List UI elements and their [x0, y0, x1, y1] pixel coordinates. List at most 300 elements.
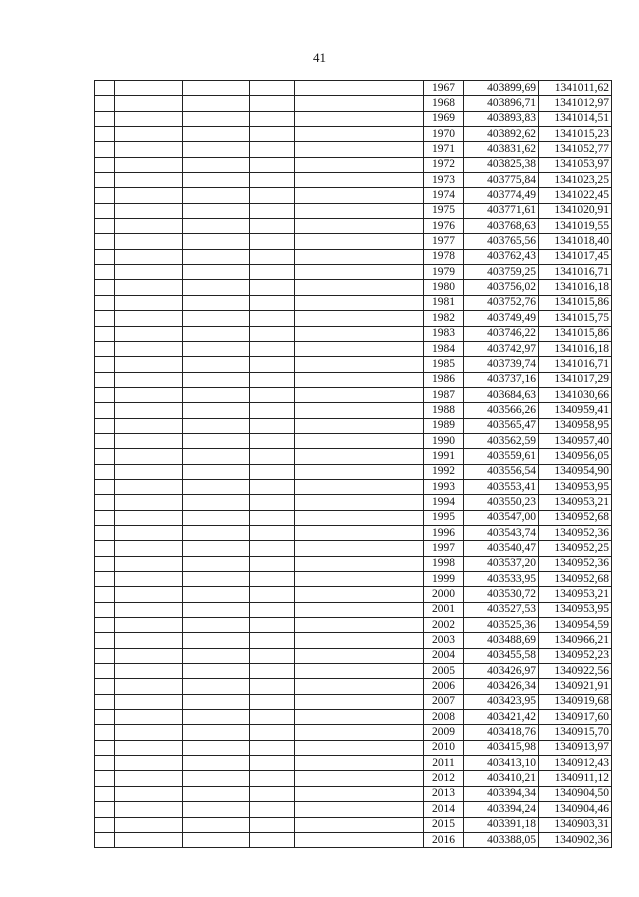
empty-cell [183, 188, 250, 203]
x-coordinate-cell: 403553,41 [464, 479, 539, 494]
empty-cell [95, 756, 115, 771]
y-coordinate-cell: 1340917,60 [539, 710, 612, 725]
empty-cell [95, 295, 115, 310]
y-coordinate-cell: 1340952,68 [539, 572, 612, 587]
x-coordinate-cell: 403684,63 [464, 387, 539, 402]
point-number-cell: 1995 [424, 510, 464, 525]
table-row [95, 802, 612, 817]
empty-cell [95, 142, 115, 157]
empty-cell [115, 525, 183, 540]
x-coordinate-cell: 403388,05 [464, 832, 539, 847]
empty-cell [115, 81, 183, 96]
empty-cell [95, 341, 115, 356]
empty-cell [295, 756, 424, 771]
point-number-cell: 1998 [424, 556, 464, 571]
empty-cell [183, 157, 250, 172]
empty-cell [250, 618, 295, 633]
empty-cell [95, 219, 115, 234]
empty-cell [115, 832, 183, 847]
x-coordinate-cell: 403896,71 [464, 96, 539, 111]
empty-cell [95, 510, 115, 525]
empty-cell [295, 510, 424, 525]
table-row [95, 679, 612, 694]
empty-cell [183, 96, 250, 111]
empty-cell [95, 203, 115, 218]
table-row [95, 541, 612, 556]
empty-cell [183, 664, 250, 679]
empty-cell [115, 648, 183, 663]
empty-cell [250, 587, 295, 602]
empty-cell [183, 326, 250, 341]
empty-cell [115, 725, 183, 740]
empty-cell [183, 341, 250, 356]
y-coordinate-cell: 1341019,55 [539, 219, 612, 234]
empty-cell [295, 618, 424, 633]
x-coordinate-cell: 403566,26 [464, 403, 539, 418]
point-number-cell: 2013 [424, 786, 464, 801]
empty-cell [295, 740, 424, 755]
table-row [95, 725, 612, 740]
empty-cell [95, 556, 115, 571]
empty-cell [250, 326, 295, 341]
empty-cell [250, 725, 295, 740]
empty-cell [183, 479, 250, 494]
empty-cell [115, 341, 183, 356]
point-number-cell: 1969 [424, 111, 464, 126]
empty-cell [115, 357, 183, 372]
table-row [95, 341, 612, 356]
y-coordinate-cell: 1340912,43 [539, 756, 612, 771]
point-number-cell: 1972 [424, 157, 464, 172]
y-coordinate-cell: 1341018,40 [539, 234, 612, 249]
table-row [95, 280, 612, 295]
point-number-cell: 2001 [424, 602, 464, 617]
empty-cell [183, 587, 250, 602]
empty-cell [295, 479, 424, 494]
empty-cell [295, 694, 424, 709]
empty-cell [295, 710, 424, 725]
empty-cell [183, 372, 250, 387]
empty-cell [183, 464, 250, 479]
x-coordinate-cell: 403527,53 [464, 602, 539, 617]
empty-cell [95, 817, 115, 832]
table-row [95, 418, 612, 433]
point-number-cell: 1977 [424, 234, 464, 249]
empty-cell [183, 832, 250, 847]
table-row [95, 311, 612, 326]
empty-cell [250, 265, 295, 280]
empty-cell [115, 249, 183, 264]
point-number-cell: 1999 [424, 572, 464, 587]
point-number-cell: 1968 [424, 96, 464, 111]
x-coordinate-cell: 403892,62 [464, 127, 539, 142]
x-coordinate-cell: 403410,21 [464, 771, 539, 786]
empty-cell [115, 127, 183, 142]
table-row [95, 111, 612, 126]
table-row [95, 510, 612, 525]
empty-cell [183, 740, 250, 755]
y-coordinate-cell: 1341015,86 [539, 295, 612, 310]
empty-cell [115, 111, 183, 126]
point-number-cell: 2014 [424, 802, 464, 817]
empty-cell [295, 203, 424, 218]
empty-cell [295, 664, 424, 679]
table-row [95, 633, 612, 648]
y-coordinate-cell: 1340953,21 [539, 495, 612, 510]
x-coordinate-cell: 403768,63 [464, 219, 539, 234]
empty-cell [295, 572, 424, 587]
empty-cell [295, 587, 424, 602]
point-number-cell: 1988 [424, 403, 464, 418]
y-coordinate-cell: 1340922,56 [539, 664, 612, 679]
empty-cell [115, 802, 183, 817]
table-row [95, 433, 612, 448]
x-coordinate-cell: 403774,49 [464, 188, 539, 203]
empty-cell [295, 449, 424, 464]
empty-cell [95, 234, 115, 249]
empty-cell [295, 127, 424, 142]
empty-cell [295, 188, 424, 203]
empty-cell [250, 694, 295, 709]
empty-cell [183, 679, 250, 694]
point-number-cell: 2016 [424, 832, 464, 847]
x-coordinate-cell: 403547,00 [464, 510, 539, 525]
empty-cell [250, 418, 295, 433]
table-row [95, 234, 612, 249]
empty-cell [95, 602, 115, 617]
point-number-cell: 1975 [424, 203, 464, 218]
empty-cell [95, 81, 115, 96]
x-coordinate-cell: 403749,49 [464, 311, 539, 326]
table-row [95, 219, 612, 234]
empty-cell [295, 786, 424, 801]
empty-cell [95, 587, 115, 602]
table-row [95, 265, 612, 280]
empty-cell [183, 618, 250, 633]
y-coordinate-cell: 1341012,97 [539, 96, 612, 111]
empty-cell [115, 142, 183, 157]
point-number-cell: 2003 [424, 633, 464, 648]
x-coordinate-cell: 403394,24 [464, 802, 539, 817]
empty-cell [183, 602, 250, 617]
y-coordinate-cell: 1340953,95 [539, 602, 612, 617]
empty-cell [115, 433, 183, 448]
table-row [95, 387, 612, 402]
point-number-cell: 2010 [424, 740, 464, 755]
empty-cell [95, 357, 115, 372]
empty-cell [250, 372, 295, 387]
empty-cell [95, 464, 115, 479]
x-coordinate-cell: 403765,56 [464, 234, 539, 249]
table-row [95, 295, 612, 310]
empty-cell [250, 111, 295, 126]
empty-cell [95, 403, 115, 418]
table-row [95, 495, 612, 510]
empty-cell [250, 817, 295, 832]
y-coordinate-cell: 1341015,86 [539, 326, 612, 341]
table-row [95, 127, 612, 142]
empty-cell [183, 387, 250, 402]
empty-cell [250, 541, 295, 556]
empty-cell [183, 786, 250, 801]
x-coordinate-cell: 403550,23 [464, 495, 539, 510]
y-coordinate-cell: 1340959,41 [539, 403, 612, 418]
empty-cell [183, 817, 250, 832]
table-row [95, 832, 612, 847]
empty-cell [115, 234, 183, 249]
empty-cell [250, 495, 295, 510]
empty-cell [115, 572, 183, 587]
empty-cell [250, 433, 295, 448]
empty-cell [183, 418, 250, 433]
y-coordinate-cell: 1340953,21 [539, 587, 612, 602]
empty-cell [295, 219, 424, 234]
empty-cell [95, 173, 115, 188]
empty-cell [250, 203, 295, 218]
empty-cell [250, 525, 295, 540]
table-row [95, 142, 612, 157]
y-coordinate-cell: 1340954,59 [539, 618, 612, 633]
point-number-cell: 1997 [424, 541, 464, 556]
y-coordinate-cell: 1340903,31 [539, 817, 612, 832]
y-coordinate-cell: 1340956,05 [539, 449, 612, 464]
x-coordinate-cell: 403540,47 [464, 541, 539, 556]
empty-cell [115, 295, 183, 310]
empty-cell [250, 188, 295, 203]
table-row [95, 602, 612, 617]
empty-cell [183, 525, 250, 540]
empty-cell [95, 372, 115, 387]
table-body [95, 81, 612, 848]
table-row [95, 710, 612, 725]
x-coordinate-cell: 403893,83 [464, 111, 539, 126]
point-number-cell: 1982 [424, 311, 464, 326]
table-row [95, 740, 612, 755]
empty-cell [295, 802, 424, 817]
y-coordinate-cell: 1341052,77 [539, 142, 612, 157]
empty-cell [183, 295, 250, 310]
empty-cell [115, 403, 183, 418]
empty-cell [250, 449, 295, 464]
x-coordinate-cell: 403562,59 [464, 433, 539, 448]
empty-cell [295, 280, 424, 295]
table-row [95, 464, 612, 479]
y-coordinate-cell: 1340958,95 [539, 418, 612, 433]
empty-cell [295, 234, 424, 249]
empty-cell [295, 249, 424, 264]
x-coordinate-cell: 403825,38 [464, 157, 539, 172]
empty-cell [95, 311, 115, 326]
x-coordinate-cell: 403756,02 [464, 280, 539, 295]
table-row [95, 479, 612, 494]
point-number-cell: 1985 [424, 357, 464, 372]
table-row [95, 372, 612, 387]
y-coordinate-cell: 1341011,62 [539, 81, 612, 96]
y-coordinate-cell: 1341016,71 [539, 357, 612, 372]
empty-cell [95, 495, 115, 510]
x-coordinate-cell: 403775,84 [464, 173, 539, 188]
empty-cell [115, 219, 183, 234]
point-number-cell: 1993 [424, 479, 464, 494]
empty-cell [95, 157, 115, 172]
empty-cell [183, 449, 250, 464]
empty-cell [295, 173, 424, 188]
y-coordinate-cell: 1341023,25 [539, 173, 612, 188]
empty-cell [250, 403, 295, 418]
empty-cell [183, 403, 250, 418]
y-coordinate-cell: 1341020,91 [539, 203, 612, 218]
x-coordinate-cell: 403739,74 [464, 357, 539, 372]
empty-cell [95, 618, 115, 633]
x-coordinate-cell: 403394,34 [464, 786, 539, 801]
empty-cell [295, 418, 424, 433]
table-row [95, 403, 612, 418]
empty-cell [295, 832, 424, 847]
table-row [95, 817, 612, 832]
empty-cell [115, 326, 183, 341]
empty-cell [183, 265, 250, 280]
x-coordinate-cell: 403565,47 [464, 418, 539, 433]
empty-cell [250, 341, 295, 356]
empty-cell [115, 710, 183, 725]
empty-cell [295, 633, 424, 648]
point-number-cell: 1987 [424, 387, 464, 402]
empty-cell [295, 111, 424, 126]
empty-cell [95, 679, 115, 694]
point-number-cell: 1976 [424, 219, 464, 234]
empty-cell [250, 311, 295, 326]
empty-cell [295, 81, 424, 96]
y-coordinate-cell: 1341015,23 [539, 127, 612, 142]
table-row [95, 249, 612, 264]
table-row [95, 525, 612, 540]
x-coordinate-cell: 403543,74 [464, 525, 539, 540]
table-row [95, 664, 612, 679]
point-number-cell: 1974 [424, 188, 464, 203]
empty-cell [95, 111, 115, 126]
empty-cell [183, 111, 250, 126]
empty-cell [115, 449, 183, 464]
empty-cell [250, 142, 295, 157]
empty-cell [295, 357, 424, 372]
y-coordinate-cell: 1340952,36 [539, 556, 612, 571]
x-coordinate-cell: 403752,76 [464, 295, 539, 310]
empty-cell [295, 464, 424, 479]
empty-cell [183, 280, 250, 295]
empty-cell [250, 249, 295, 264]
empty-cell [183, 357, 250, 372]
empty-cell [183, 173, 250, 188]
empty-cell [115, 740, 183, 755]
empty-cell [115, 817, 183, 832]
empty-cell [183, 725, 250, 740]
x-coordinate-cell: 403556,54 [464, 464, 539, 479]
point-number-cell: 2002 [424, 618, 464, 633]
point-number-cell: 1971 [424, 142, 464, 157]
y-coordinate-cell: 1340952,25 [539, 541, 612, 556]
table-row [95, 173, 612, 188]
empty-cell [183, 311, 250, 326]
empty-cell [115, 188, 183, 203]
y-coordinate-cell: 1340913,97 [539, 740, 612, 755]
empty-cell [183, 633, 250, 648]
empty-cell [95, 541, 115, 556]
y-coordinate-cell: 1341014,51 [539, 111, 612, 126]
table-row [95, 556, 612, 571]
empty-cell [295, 602, 424, 617]
empty-cell [95, 326, 115, 341]
empty-cell [183, 510, 250, 525]
y-coordinate-cell: 1341017,29 [539, 372, 612, 387]
empty-cell [115, 618, 183, 633]
empty-cell [250, 479, 295, 494]
empty-cell [95, 633, 115, 648]
empty-cell [183, 648, 250, 663]
empty-cell [95, 525, 115, 540]
empty-cell [250, 771, 295, 786]
empty-cell [115, 157, 183, 172]
point-number-cell: 1978 [424, 249, 464, 264]
empty-cell [250, 648, 295, 663]
empty-cell [183, 802, 250, 817]
empty-cell [250, 234, 295, 249]
y-coordinate-cell: 1340919,68 [539, 694, 612, 709]
empty-cell [183, 572, 250, 587]
empty-cell [250, 357, 295, 372]
table-row [95, 157, 612, 172]
y-coordinate-cell: 1340921,91 [539, 679, 612, 694]
point-number-cell: 1970 [424, 127, 464, 142]
empty-cell [115, 265, 183, 280]
y-coordinate-cell: 1341017,45 [539, 249, 612, 264]
empty-cell [250, 387, 295, 402]
point-number-cell: 2015 [424, 817, 464, 832]
y-coordinate-cell: 1340904,50 [539, 786, 612, 801]
empty-cell [115, 96, 183, 111]
page-number: 41 [313, 50, 326, 65]
empty-cell [250, 510, 295, 525]
y-coordinate-cell: 1341053,97 [539, 157, 612, 172]
point-number-cell: 1973 [424, 173, 464, 188]
empty-cell [183, 203, 250, 218]
empty-cell [95, 265, 115, 280]
point-number-cell: 1981 [424, 295, 464, 310]
x-coordinate-cell: 403413,10 [464, 756, 539, 771]
empty-cell [115, 771, 183, 786]
empty-cell [295, 311, 424, 326]
empty-cell [250, 802, 295, 817]
empty-cell [115, 587, 183, 602]
table-row [95, 449, 612, 464]
empty-cell [183, 127, 250, 142]
x-coordinate-cell: 403391,18 [464, 817, 539, 832]
empty-cell [295, 295, 424, 310]
empty-cell [295, 771, 424, 786]
empty-cell [183, 756, 250, 771]
point-number-cell: 2005 [424, 664, 464, 679]
empty-cell [183, 495, 250, 510]
empty-cell [95, 802, 115, 817]
x-coordinate-cell: 403426,34 [464, 679, 539, 694]
point-number-cell: 1984 [424, 341, 464, 356]
empty-cell [183, 219, 250, 234]
point-number-cell: 1967 [424, 81, 464, 96]
table-row [95, 756, 612, 771]
x-coordinate-cell: 403559,61 [464, 449, 539, 464]
y-coordinate-cell: 1340952,23 [539, 648, 612, 663]
empty-cell [95, 572, 115, 587]
empty-cell [95, 449, 115, 464]
